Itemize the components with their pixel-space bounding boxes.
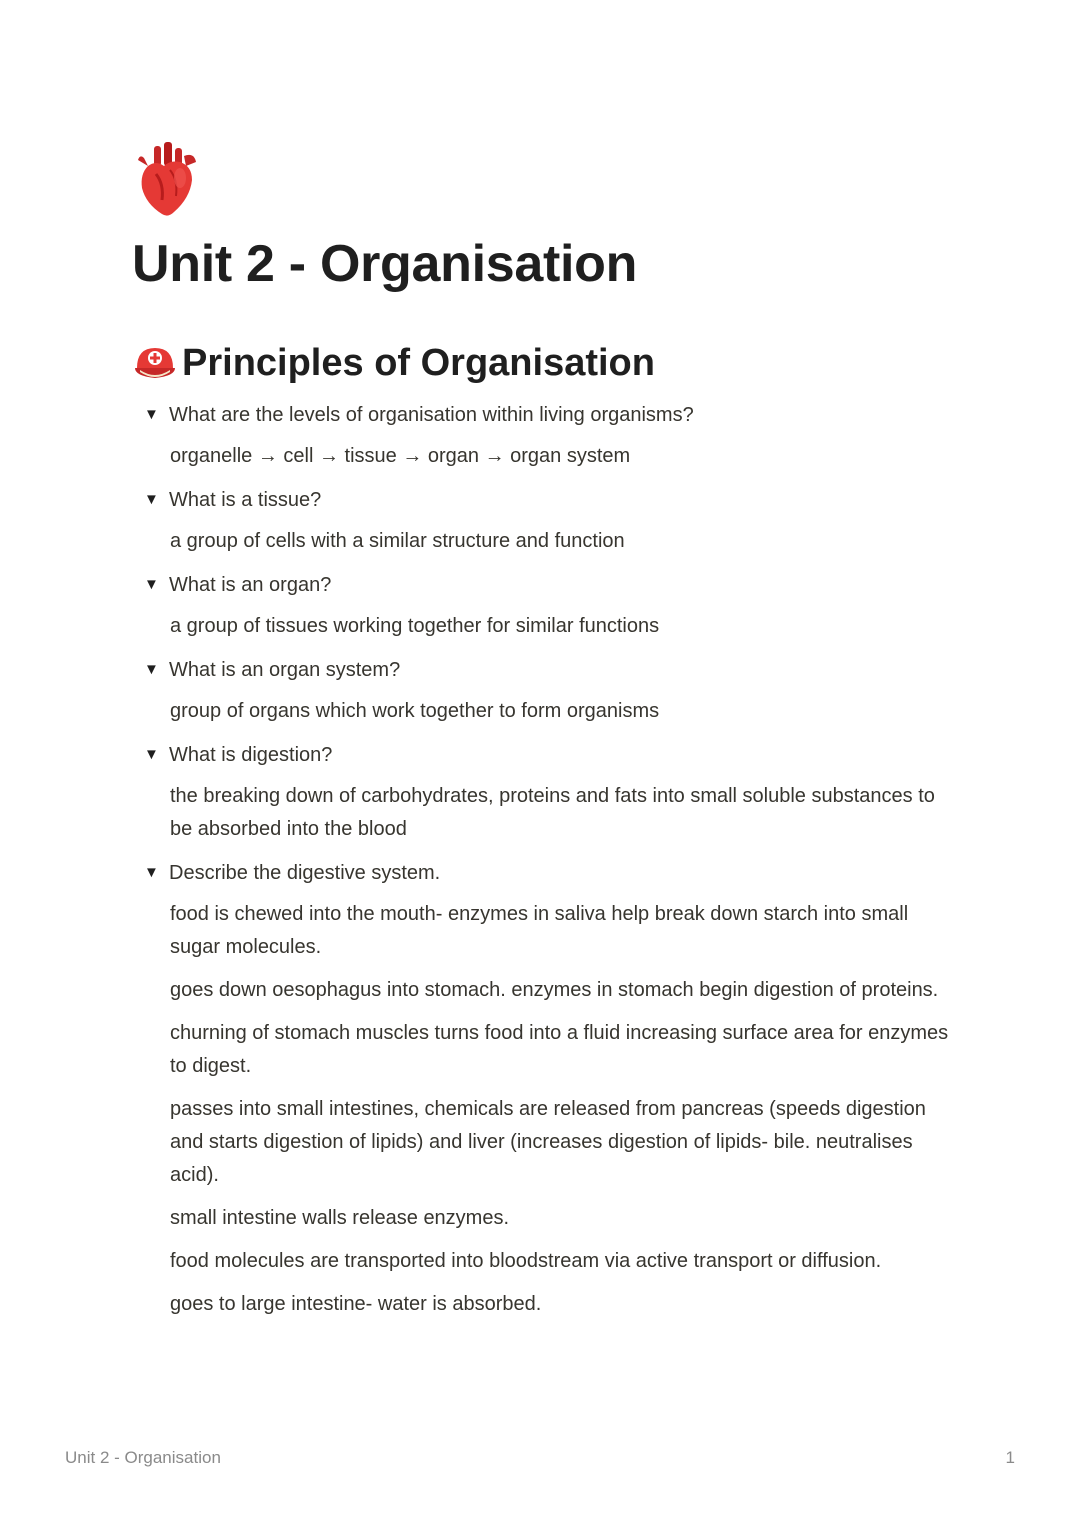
- toggle-block: [144, 568, 954, 643]
- toggle-question: Describe the digestive system.: [169, 862, 441, 884]
- toggle-question: What is a tissue?: [169, 489, 322, 511]
- toggle-header[interactable]: [144, 568, 954, 602]
- anatomical-heart-icon: [134, 140, 200, 220]
- toggle-content: [144, 517, 954, 558]
- answer-text: food is chewed into the mouth- enzymes in saliva help break down starch into small sugar molecules.: [170, 903, 909, 958]
- answer-text: churning of stomach muscles turns food into a fluid increasing surface area for enzymes to digest.: [170, 1022, 949, 1077]
- answer-text: food molecules are transported into bloodstream via active transport or diffusion.: [170, 1250, 882, 1272]
- toggle-header[interactable]: [144, 398, 954, 432]
- toggle-block: [144, 398, 954, 473]
- triangle-down-icon[interactable]: ▼: [144, 661, 159, 678]
- toggle-question: What is an organ?: [169, 574, 332, 596]
- section-heading: [132, 336, 655, 390]
- toggle-content: [144, 432, 954, 473]
- toggle-content: [144, 602, 954, 643]
- toggle-content: [144, 687, 954, 728]
- answer-text: a group of tissues working together for similar functions: [170, 615, 660, 637]
- triangle-down-icon[interactable]: ▼: [144, 576, 159, 593]
- toggle-question: What is digestion?: [169, 744, 333, 766]
- toggle-question: What are the levels of organisation within living organisms?: [169, 404, 694, 426]
- answer-text: goes down oesophagus into stomach. enzymes in stomach begin digestion of proteins.: [170, 979, 939, 1001]
- toggle-block: [144, 738, 954, 846]
- toggle-content: [144, 890, 954, 1321]
- answer-text: passes into small intestines, chemicals are released from pancreas (speeds digestion and starts digestion of lipids) and liver (increases digestion of lipids- bile. neutralises acid).: [170, 1098, 926, 1186]
- toggle-block: [144, 653, 954, 728]
- answer-text: a group of cells with a similar structure and function: [170, 530, 625, 552]
- toggle-header[interactable]: [144, 856, 954, 890]
- toggle-content: [144, 772, 954, 846]
- footer-page-number: 1: [1005, 1448, 1015, 1467]
- toggle-question: What is an organ system?: [169, 659, 401, 681]
- toggle-list: [144, 398, 954, 1331]
- triangle-down-icon[interactable]: ▼: [144, 864, 159, 881]
- triangle-down-icon[interactable]: ▼: [144, 746, 159, 763]
- triangle-down-icon[interactable]: ▼: [144, 406, 159, 423]
- toggle-header[interactable]: [144, 653, 954, 687]
- answer-text: organelle → cell → tissue → organ → organ system: [170, 445, 631, 467]
- answer-text: goes to large intestine- water is absorbed.: [170, 1293, 542, 1315]
- rescue-worker-helmet-icon: [132, 340, 178, 386]
- toggle-header[interactable]: [144, 738, 954, 772]
- triangle-down-icon[interactable]: ▼: [144, 491, 159, 508]
- footer-document-title: Unit 2 - Organisation: [65, 1448, 221, 1467]
- page-title: Unit 2 - Organisation: [132, 235, 638, 293]
- toggle-block: [144, 483, 954, 558]
- section-heading-text: Principles of Organisation: [182, 341, 655, 384]
- answer-text: small intestine walls release enzymes.: [170, 1207, 510, 1229]
- answer-text: the breaking down of carbohydrates, proteins and fats into small soluble substances to be absorbed into the blood: [170, 785, 935, 840]
- answer-text: group of organs which work together to form organisms: [170, 700, 660, 722]
- toggle-header[interactable]: [144, 483, 954, 517]
- toggle-block: [144, 856, 954, 1321]
